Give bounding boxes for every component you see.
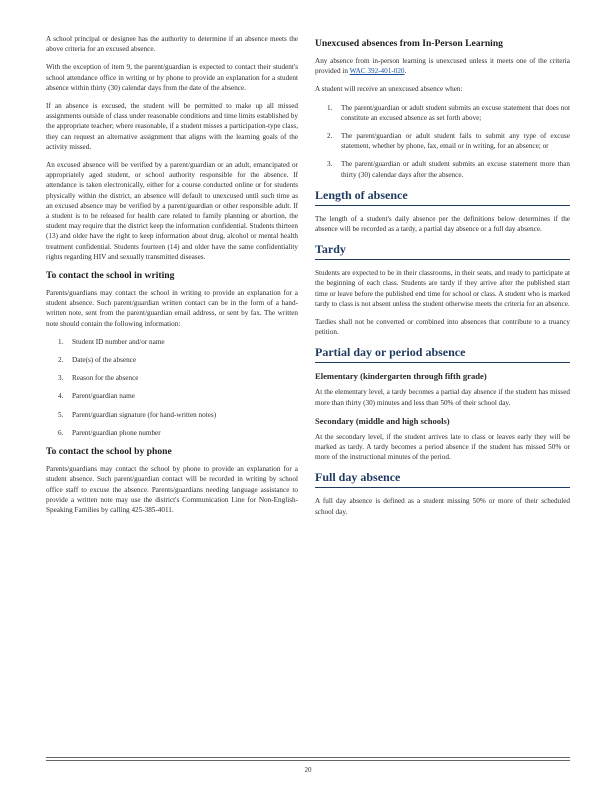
page-number: 20 <box>304 766 312 774</box>
wac-link[interactable]: WAC 392-401-020 <box>349 67 405 76</box>
list-item: 6. Parent/guardian phone number <box>58 428 161 437</box>
list-item: 3. Reason for the absence <box>58 374 139 383</box>
unexcused-when: A student will receive an unexcused absence when: <box>315 85 463 94</box>
unexcused-list <box>315 103 570 180</box>
unexcused-intro: Any absence from in-person learning is unexcused unless it meets one of the criteria provided in WAC 392-401-020. <box>315 57 570 76</box>
full-day-paragraph: A full day absence is defined as a student missing 50% or more of their scheduled school day. <box>315 497 570 516</box>
partial-heading: Partial day or period absence <box>315 345 570 363</box>
footer-rule-top <box>46 757 570 758</box>
length-paragraph: The length of a student's daily absence per the definitions below determines if the absence will be recorded as a tardy, a partial day absence or a full day absence. <box>315 214 570 234</box>
unexcused-heading: Unexcused absences from In-Person Learning <box>315 38 503 49</box>
list-item: 1. The parent/guardian or adult student submits an excuse statement that does not constitute an excused absence as set forth above; <box>327 103 570 122</box>
tardy-paragraph-2: Tardies shall not be converted or combined into absences that contribute to a truancy petition. <box>315 318 570 337</box>
tardy-paragraph: Students are expected to be in their classrooms, in their seats, and ready to participate at the beginning of each class. Students are tardy if they arrive after the published start time or leave before the published end time for school or class. A student who is marked tardy to class is not absent unless the student otherwise meets the criteria for an absence. <box>315 269 570 308</box>
make-up-assignments-paragraph: If an absence is excused, the student will be permitted to make up all missed assignments outside of class under reasonable conditions and time limits established by the appropriate teacher; where reasonable, if a student misses a participation-type class, they can request an alternative assignment that aligns with the learning goals of the activity missed. <box>46 102 298 151</box>
elementary-heading: Elementary (kindergarten through fifth grade) <box>315 371 487 382</box>
contact-phone-paragraph: Parents/guardians may contact the school by phone to provide an explanation for a student absence. Such parent/guardian contact will be recorded in writing by school office staff to excuse the absence. Parents/guardians needing language assistance to provide a written note may use the district's Communication Line for Non-English-Speaking Families by calling 425-385-4011. <box>46 465 298 514</box>
footer-rule-bottom <box>46 760 570 761</box>
tardy-heading: Tardy <box>315 242 570 260</box>
list-item: 2. The parent/guardian or adult student fails to submit any type of excuse statement, whether by phone, fax, email or in writing, for an absence; or <box>327 132 570 151</box>
principal-authority-paragraph: A school principal or designee has the authority to determine if an absence meets the above criteria for an excused absence. <box>46 35 298 54</box>
verification-paragraph: An excused absence will be verified by a parent/guardian or an adult, emancipated or appropriately aged student, or school authority responsible for the absence. If attendance is taken electronically, either for a course conducted online or for students physically within the district, an absence will default to unexcused until such time as an excused absence may be verified by a parent/guardian or other responsible adult. If a student is to be released for health care related to family planning or abortion, the student may require that the district keep the information confidential. Students thirteen (13) and older have the right to keep information about drug, alcohol or mental health treatment confidential. Students fourteen (14) and older have the same confidentiality rights regarding HIV and sexually transmitted diseases. <box>46 161 298 261</box>
list-item: 4. Parent/guardian name <box>58 392 135 401</box>
elementary-paragraph: At the elementary level, a tardy becomes a partial day absence if the student has missed more than thirty (30) minutes and less than 50% of their school day. <box>315 388 570 407</box>
list-item: 3. The parent/guardian or adult student submits an excuse statement more than thirty (30) calendar days after the absence. <box>327 160 570 179</box>
contact-phone-heading: To contact the school by phone <box>46 446 172 458</box>
left-column <box>46 34 298 523</box>
contact-writing-intro: Parents/guardians may contact the school in writing to provide an explanation for a student absence. Such parent/guardian written contact can be in the form of a hand-written note, sent from the parent/guardian email address, or sent by fax. The written note should contain the following information: <box>46 289 298 328</box>
list-item: 5. Parent/guardian signature (for hand-written notes) <box>58 410 217 419</box>
list-item: 2. Date(s) of the absence <box>58 356 137 365</box>
right-column <box>315 34 570 525</box>
writing-info-list <box>46 337 298 438</box>
full-day-heading: Full day absence <box>315 470 570 488</box>
secondary-paragraph: At the secondary level, if the student arrives late to class or leaves early they will be marked as tardy. A tardy becomes a period absence if the student has missed 50% or more of the instructional minutes of the period. <box>315 432 570 462</box>
list-item: 1. Student ID number and/or name <box>58 337 165 346</box>
length-heading: Length of absence <box>315 188 570 206</box>
contact-writing-heading: To contact the school in writing <box>46 270 175 282</box>
parent-contact-paragraph: With the exception of item 9, the parent/guardian is expected to contact their student's school attendance office in writing or by phone to provide an explanation for a student absence within thirty (30) calendar days from the date of the absence. <box>46 63 298 92</box>
secondary-heading: Secondary (middle and high schools) <box>315 415 450 426</box>
